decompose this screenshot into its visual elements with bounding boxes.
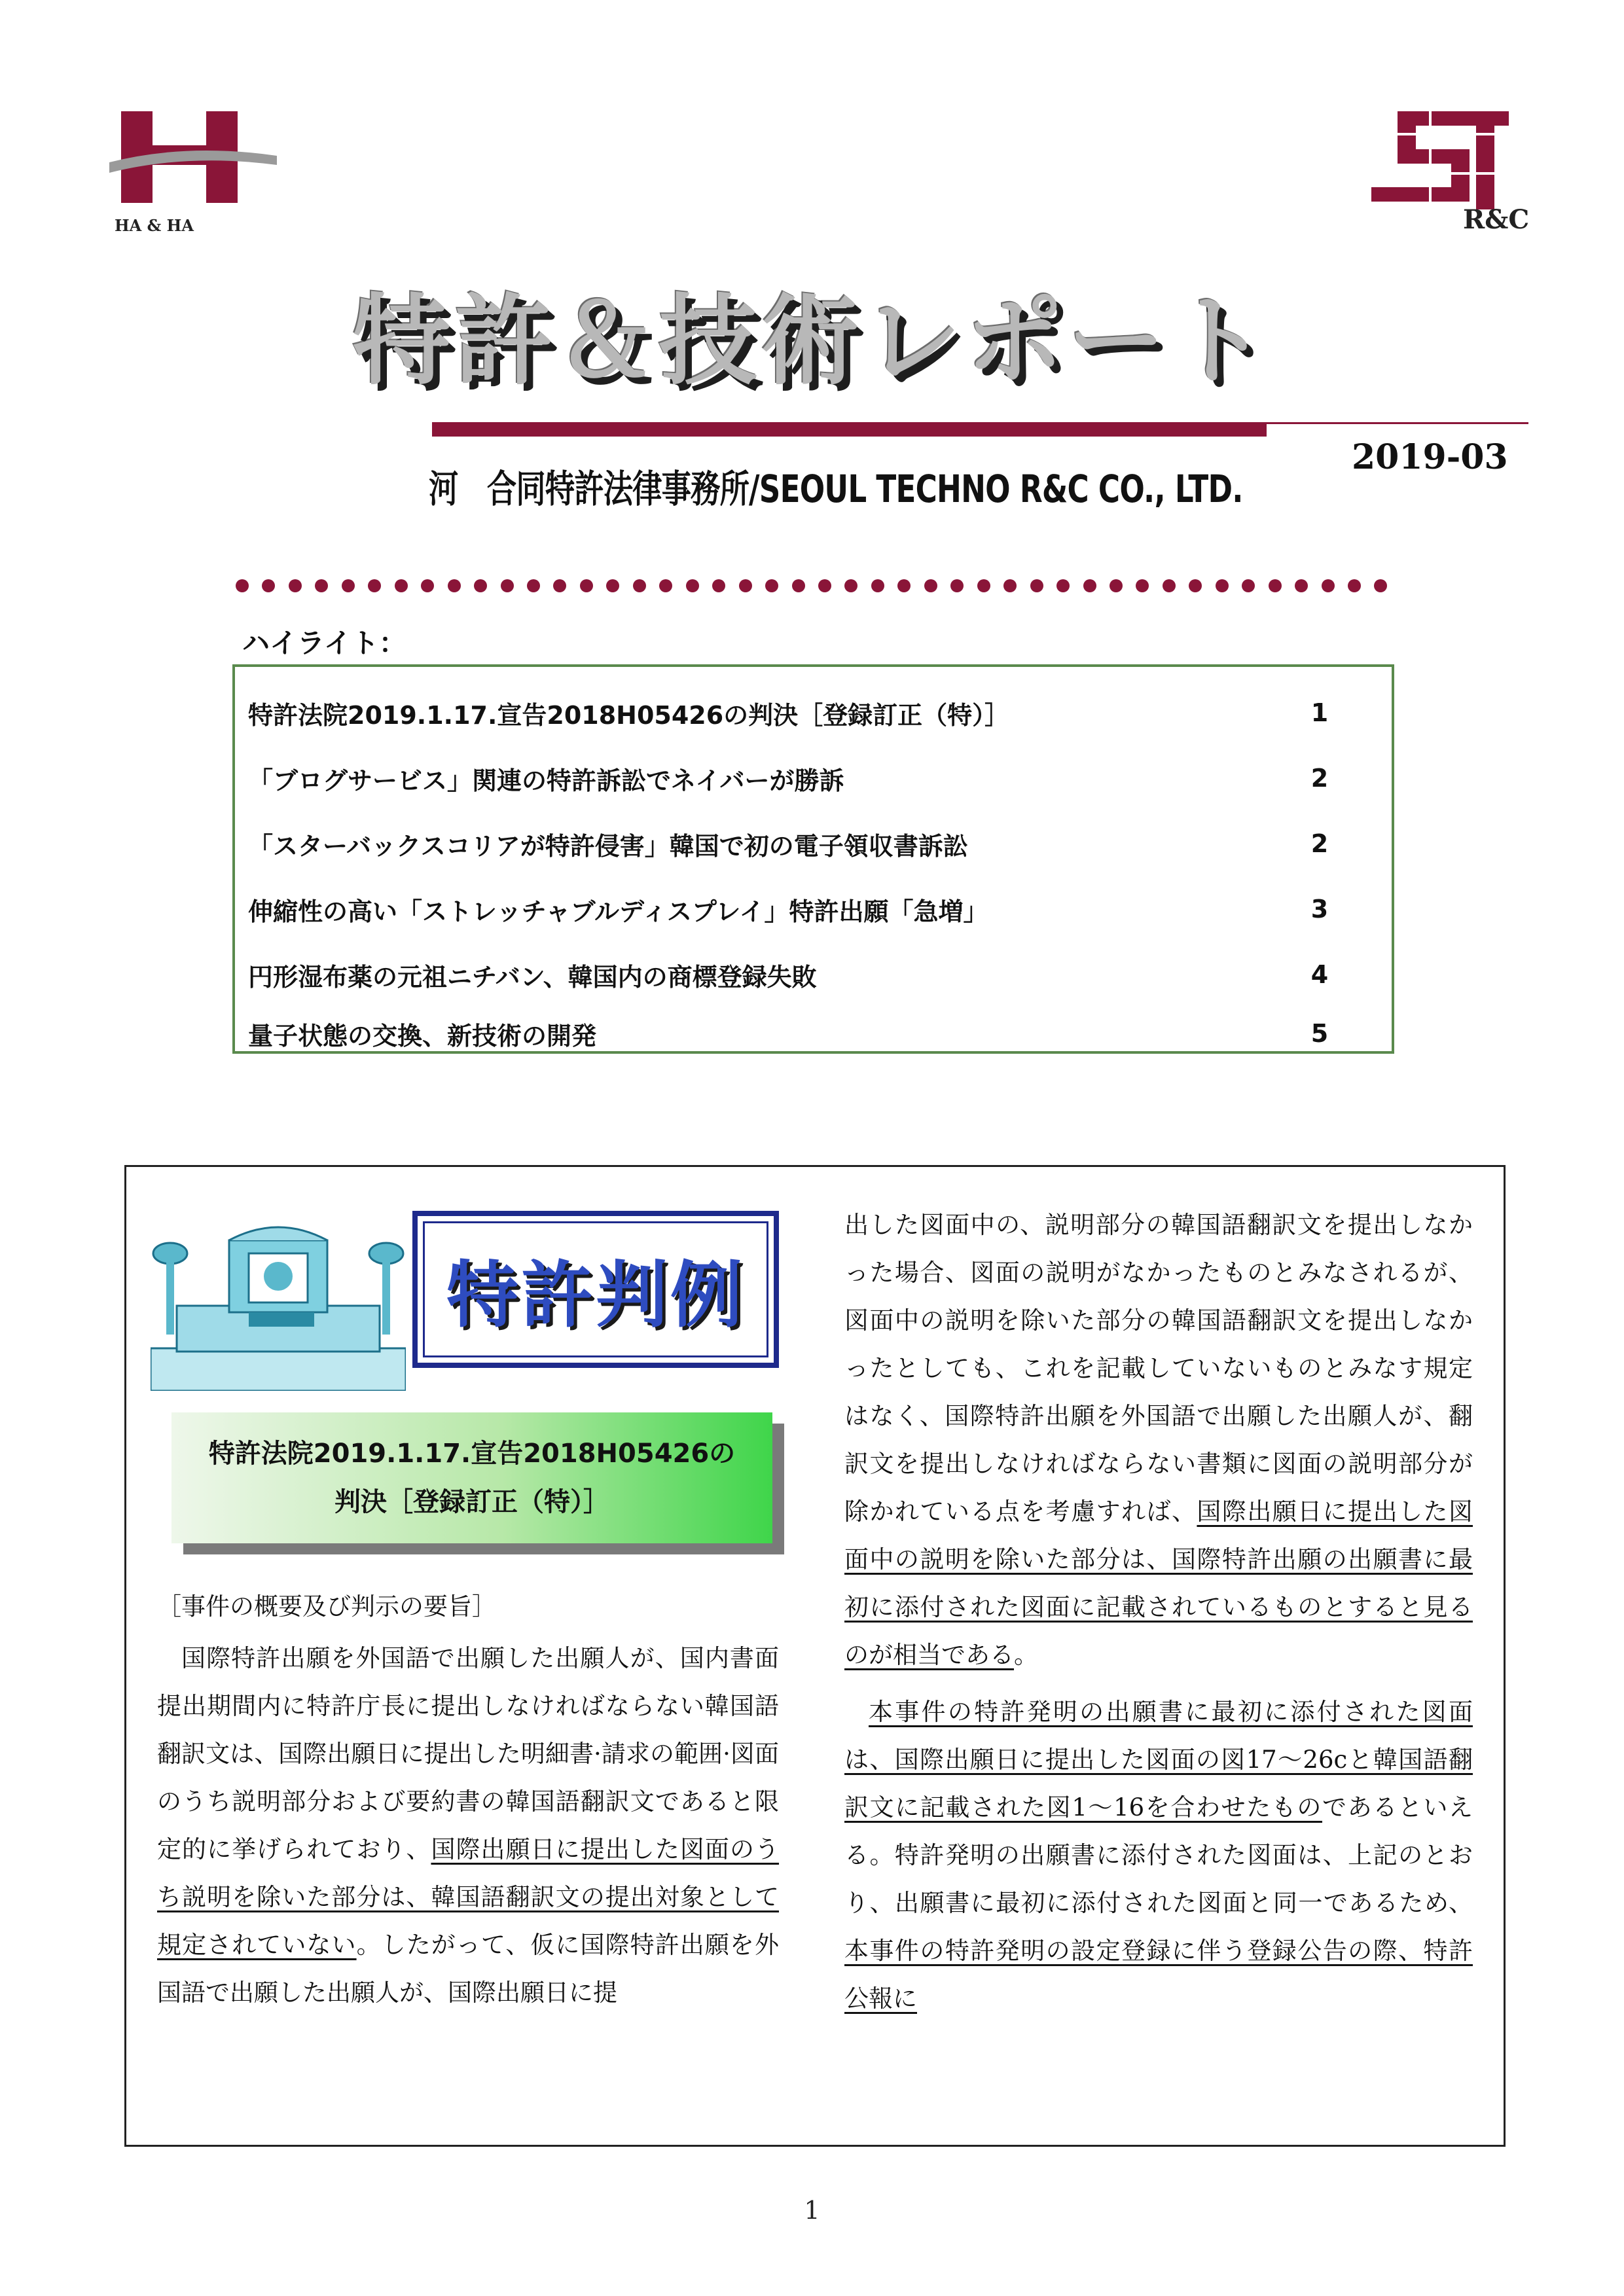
underlined-text: 本事件の特許発明の出願書に最初に添付された図面は、国際出願日に提出した図面の図17～26cと韓国語翻訳文に記載された図1～16を合わせたもの (844, 1698, 1473, 1821)
divider-dot (1216, 579, 1229, 592)
left-column (157, 1583, 779, 2017)
highlight-title: 量子状態の交換、新技術の開発 (248, 1021, 597, 1050)
highlight-page: 5 (1310, 1019, 1329, 1048)
text-run: 。したがって、仮に国際特許出願を外国語で出願した出願人が、国際出願日に提 (157, 1931, 779, 2007)
divider-dot (1136, 579, 1149, 592)
divider-dot (844, 579, 857, 592)
divider-dot (792, 579, 805, 592)
divider-dot (236, 579, 249, 592)
right-paragraph-2 (844, 1688, 1473, 2022)
divider-dot (1083, 579, 1096, 592)
section-label: 特許判例 (446, 1253, 745, 1337)
highlight-title: 円形湿布薬の元祖ニチバン、韓国内の商標登録失敗 (248, 962, 817, 992)
divider-dot (395, 579, 408, 592)
highlight-page: 1 (1310, 698, 1329, 727)
highlight-page: 2 (1310, 829, 1329, 858)
headline-line-1: 特許法院2019.1.17.宣告2018H05426の (208, 1439, 736, 1469)
divider-dot (1030, 579, 1043, 592)
article-headline (171, 1412, 772, 1543)
left-logo-text: HA & HA (115, 216, 194, 235)
divider-dot (818, 579, 831, 592)
highlight-title: 「ブログサービス」関連の特許訴訟でネイバーが勝訴 (248, 766, 844, 795)
divider-dot (289, 579, 302, 592)
page-number: 1 (804, 2196, 820, 2225)
divider-dot (448, 579, 461, 592)
divider-dot (553, 579, 566, 592)
courtroom-icon (151, 1214, 406, 1391)
summary-heading: ［事件の概要及び判示の要旨］ (157, 1592, 496, 1621)
divider-dot (1110, 579, 1123, 592)
highlights-heading: ハイライト： (242, 627, 406, 659)
text-run: 。 (1014, 1641, 1038, 1669)
divider-dot (871, 579, 884, 592)
firm-name: 河 合同特許法律事務所/SEOUL TECHNO R&C CO., LTD. (429, 467, 1243, 511)
divider-dot (1322, 579, 1335, 592)
divider-dot (342, 579, 355, 592)
divider-dot (501, 579, 514, 592)
title-rule (432, 422, 1267, 437)
divider-dot (1348, 579, 1361, 592)
right-logo-text: R&C (1463, 204, 1530, 235)
headline-line-2: 判決［登録訂正（特）］ (334, 1487, 609, 1517)
divider-dot (421, 579, 434, 592)
divider-dot (739, 579, 752, 592)
title-rule-thin (1267, 422, 1528, 424)
divider-dot (1056, 579, 1070, 592)
underlined-text: 国際出願日に提出した図面のうち説明を除いた部分は、韓国語翻訳文の提出対象として規定されていない (157, 1835, 780, 1959)
report-title: 特許＆技術レポート (352, 285, 1272, 399)
text-run: であるといえる。特許発明の出願書に添付された図面は、上記のとおり、出願書に最初に添付された図面と同一であるため、 (844, 1793, 1473, 1917)
divider-dot (712, 579, 725, 592)
highlight-item[interactable] (248, 752, 1379, 804)
right-column (844, 1201, 1473, 2022)
divider-dot (633, 579, 646, 592)
divider-dot (924, 579, 937, 592)
divider-dot (262, 579, 275, 592)
divider-dot (527, 579, 540, 592)
divider-dot (765, 579, 778, 592)
section-label-frame (412, 1211, 779, 1368)
highlight-item[interactable] (248, 817, 1379, 870)
divider-dot (474, 579, 487, 592)
divider-dot (1163, 579, 1176, 592)
issue-number: 2019-03 (1352, 437, 1508, 477)
left-paragraph (157, 1634, 779, 2017)
divider-dot (606, 579, 619, 592)
right-paragraph-1 (844, 1201, 1473, 1679)
divider-dot (686, 579, 699, 592)
highlight-title: 伸縮性の高い「ストレッチャブルディスプレイ」特許出願「急増」 (248, 897, 988, 926)
highlight-item[interactable] (248, 883, 1379, 935)
divider-dot (1295, 579, 1308, 592)
divider-dot (580, 579, 593, 592)
highlight-page: 3 (1310, 895, 1329, 924)
divider-dot (1374, 579, 1387, 592)
highlights-box (232, 664, 1394, 1054)
highlight-title: 「スターバックスコリアが特許侵害」韓国で初の電子領収書訴訟 (248, 831, 968, 861)
divider-dot (315, 579, 328, 592)
highlight-title: 特許法院2019.1.17.宣告2018H05426の判決［登録訂正（特）］ (248, 700, 1010, 730)
text-run: 国際特許出願を外国語で出願した出願人が、国内書面提出期間内に特許庁長に提出しなければならない韓国語翻訳文は、国際出願日に提出した明細書·請求の範囲·図面のうち説明部分および要約書の韓国語翻訳文であると限定的に挙げられており、 (157, 1644, 779, 1863)
divider-dot (1003, 579, 1017, 592)
divider-dot (1269, 579, 1282, 592)
divider-dot (1242, 579, 1255, 592)
underlined-text: 本事件の特許発明の設定登録に伴う登録公告の際、特許公報に (844, 1937, 1473, 2013)
divider-dot (897, 579, 911, 592)
underlined-text: 国際出願日に提出した図面中の説明を除いた部分は、国際特許出願の出願書に最初に添付された図面に記載されているものとすると見るのが相当である (844, 1498, 1473, 1669)
highlight-item[interactable] (248, 1007, 1379, 1060)
divider-dot (977, 579, 990, 592)
divider-dot (950, 579, 964, 592)
divider-dot (368, 579, 381, 592)
dotted-divider (236, 579, 1388, 595)
highlight-item[interactable] (248, 948, 1379, 1001)
divider-dot (1189, 579, 1202, 592)
text-run: 出した図面中の、説明部分の韓国語翻訳文を提出しなかった場合、図面の説明がなかったものとみなされるが、図面中の説明を除いた部分の韓国語翻訳文を提出しなかったとしても、これを記載していないものとみなす規定はなく、国際特許出願を外国語で出願した出願人が、翻訳文を提出しなければならない書類に図面の説明部分が除かれている点を考慮すれば、 (844, 1211, 1473, 1526)
highlight-page: 4 (1310, 960, 1329, 989)
highlight-page: 2 (1310, 764, 1329, 793)
divider-dot (659, 579, 672, 592)
highlight-item[interactable] (248, 687, 1379, 739)
